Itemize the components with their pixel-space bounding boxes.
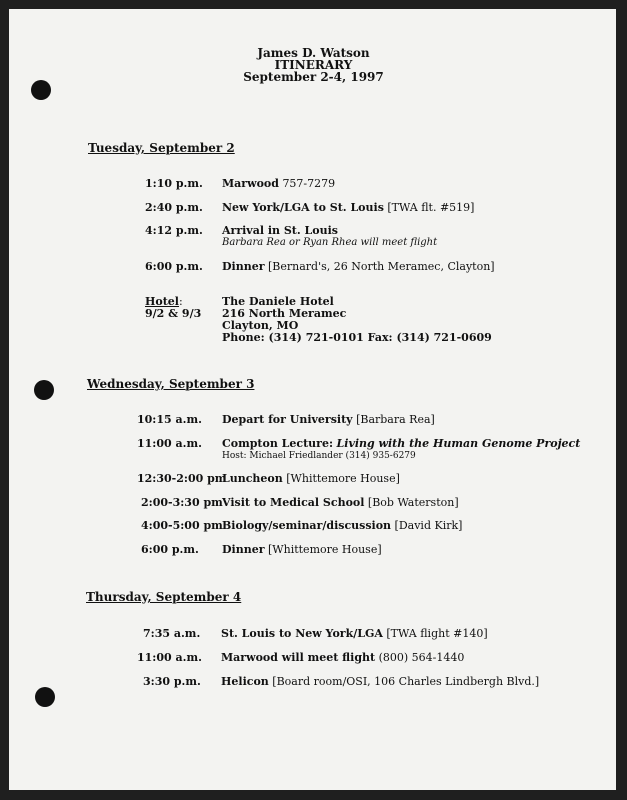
event-entry bbox=[222, 519, 462, 532]
punch-hole-bottom bbox=[35, 687, 55, 707]
time-label: 11:00 a.m. bbox=[137, 437, 202, 450]
event-title: Visit to Medical School bbox=[222, 496, 365, 509]
event-entry bbox=[222, 177, 335, 190]
event-detail: (800) 564-1440 bbox=[378, 651, 465, 664]
event-entry bbox=[222, 496, 459, 509]
header-name: James D. Watson bbox=[257, 46, 370, 60]
event-detail: [TWA flight #140] bbox=[386, 627, 488, 640]
event-title: Dinner bbox=[222, 543, 265, 556]
time-label: 2:00-3:30 pm bbox=[141, 496, 223, 509]
hotel-street: 216 North Meramec bbox=[222, 307, 347, 320]
event-entry bbox=[222, 260, 495, 273]
hotel-label-text: Hotel bbox=[145, 295, 179, 308]
event-entry bbox=[222, 413, 435, 426]
event-entry bbox=[221, 675, 539, 688]
event-title: Arrival in St. Louis bbox=[222, 224, 338, 237]
time-label: 11:00 a.m. bbox=[137, 651, 202, 664]
event-detail: [Bernard's, 26 North Meramec, Clayton] bbox=[268, 260, 495, 273]
event-title: Marwood will meet flight bbox=[221, 651, 376, 664]
event-detail: [Board room/OSI, 106 Charles Lindbergh Blvd.] bbox=[272, 675, 540, 688]
day-heading-thursday: Thursday, September 4 bbox=[86, 590, 242, 604]
event-title: New York/LGA to St. Louis bbox=[222, 201, 384, 214]
event-title: St. Louis to New York/LGA bbox=[221, 627, 383, 640]
time-label: 3:30 p.m. bbox=[143, 675, 201, 688]
event-entry bbox=[222, 472, 400, 485]
event-detail: 757-7279 bbox=[282, 177, 336, 190]
time-label: 1:10 p.m. bbox=[145, 177, 203, 190]
time-label: 6:00 p.m. bbox=[141, 543, 199, 556]
punch-hole-top bbox=[31, 80, 51, 100]
event-detail: [Barbara Rea] bbox=[356, 413, 435, 426]
hotel-name: The Daniele Hotel bbox=[222, 295, 334, 308]
event-detail: [Whittemore House] bbox=[268, 543, 382, 556]
event-title: Compton Lecture: bbox=[222, 437, 334, 450]
time-label: 4:12 p.m. bbox=[145, 224, 203, 237]
event-detail: [Bob Waterston] bbox=[367, 496, 459, 509]
header-title: ITINERARY bbox=[274, 58, 353, 72]
event-title: Luncheon bbox=[222, 472, 283, 485]
event-entry bbox=[222, 543, 382, 556]
event-title: Helicon bbox=[221, 675, 269, 688]
time-label: 10:15 a.m. bbox=[137, 413, 202, 426]
event-title: Biology/seminar/discussion bbox=[222, 519, 392, 532]
hotel-city: Clayton, MO bbox=[222, 319, 299, 332]
time-label: 4:00-5:00 pm bbox=[141, 519, 223, 532]
hotel-phone: Phone: (314) 721-0101 Fax: (314) 721-0609 bbox=[222, 331, 492, 344]
event-detail: [TWA flt. #519] bbox=[387, 201, 475, 214]
event-note: Barbara Rea or Ryan Rhea will meet flight bbox=[222, 237, 438, 248]
event-entry bbox=[222, 201, 474, 214]
event-entry bbox=[221, 627, 488, 640]
time-label: 6:00 p.m. bbox=[145, 260, 203, 273]
event-title: Marwood bbox=[222, 177, 279, 190]
lecture-title: Living with the Human Genome Project bbox=[336, 437, 581, 450]
event-entry bbox=[221, 651, 464, 664]
header-dates: September 2-4, 1997 bbox=[243, 70, 384, 84]
event-detail: [Whittemore House] bbox=[286, 472, 400, 485]
event-title: Depart for University bbox=[222, 413, 353, 426]
event-entry bbox=[222, 224, 338, 237]
event-entry bbox=[222, 437, 580, 450]
paper-page bbox=[9, 9, 616, 790]
time-label: 7:35 a.m. bbox=[143, 627, 201, 640]
event-title: Dinner bbox=[222, 260, 265, 273]
lecture-host: Host: Michael Friedlander (314) 935-6279 bbox=[222, 451, 416, 461]
hotel-label-colon: : bbox=[179, 295, 183, 308]
hotel-dates: 9/2 & 9/3 bbox=[145, 307, 202, 320]
day-heading-tuesday: Tuesday, September 2 bbox=[88, 141, 235, 155]
punch-hole-middle bbox=[34, 380, 54, 400]
event-detail: [David Kirk] bbox=[394, 519, 463, 532]
day-heading-wednesday: Wednesday, September 3 bbox=[87, 377, 255, 391]
time-label: 12:30-2:00 pm bbox=[137, 472, 227, 485]
time-label: 2:40 p.m. bbox=[145, 201, 203, 214]
